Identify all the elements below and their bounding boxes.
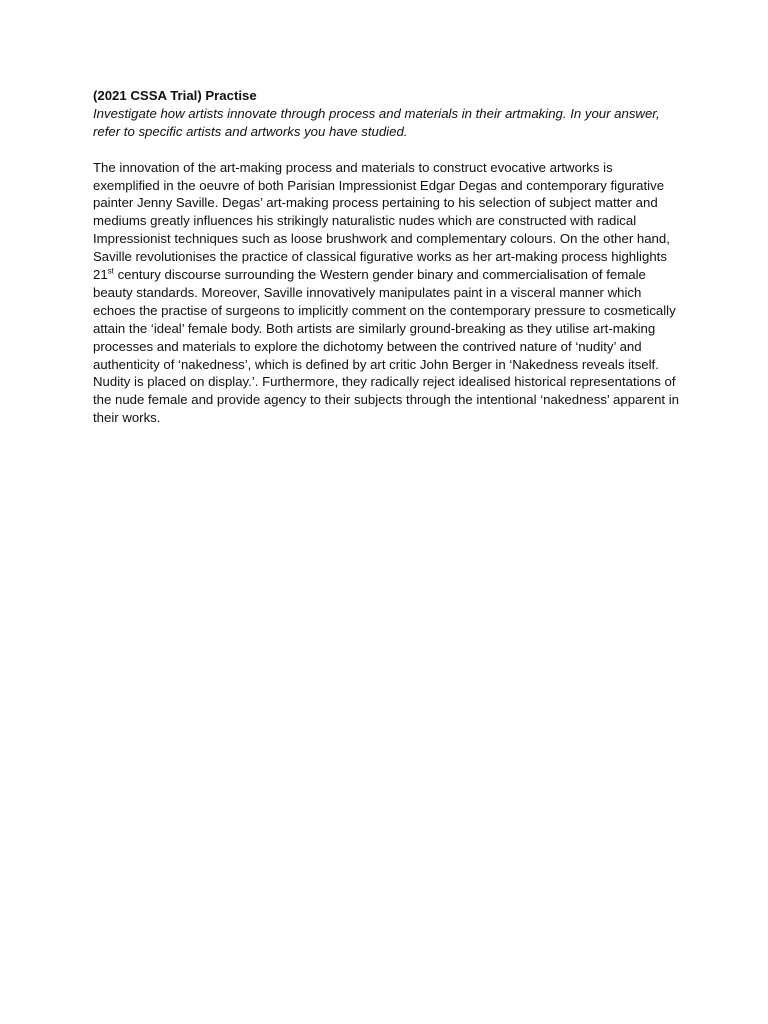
document-heading: (2021 CSSA Trial) Practise: [93, 88, 257, 103]
body-text-part-1: The innovation of the art-making process and materials to construct evocative artworks is exemplified in the oeuvre of both Parisian Impressionist Edgar Degas and contemporary figurative painter Jenny Saville. Degas’ art-making process pertaining to his selection of subject matter and mediums greatly influences his strikingly naturalistic nudes which are constructed with radical Impressionist techniques such as loose brushwork and complementary colours. On the other hand, Saville revolutionises the practice of classical figurative works as her art-making process highlights 21: [93, 159, 670, 283]
superscript-ordinal: st: [107, 266, 114, 276]
body-paragraph: [93, 159, 683, 428]
body-text-part-2: century discourse surrounding the Western gender binary and commercialisation of female beauty standards. Moreover, Saville innovatively manipulates paint in a visceral manner which echoes the practise of surgeons to implicitly comment on the contemporary pressure to cosmetically attain the ‘ideal’ female body. Both artists are similarly ground-breaking as they utilise art-making processes and materials to explore the dichotomy between the contrived nature of ‘nudity’ and authenticity of ‘nakedness’, which is defined by art critic John Berger in ‘Nakedness reveals itself. Nudity is placed on display.’. Furthermore, they radically reject idealised historical representations of the nude female and provide agency to their subjects through the intentional ‘nakedness’ apparent in their works.: [93, 267, 680, 426]
essay-question: Investigate how artists innovate through process and materials in their artmaking. In your answer, refer to specific artists and artworks you have studied.: [93, 105, 660, 139]
document-page: [93, 87, 683, 427]
paragraph-spacer: [93, 141, 683, 159]
